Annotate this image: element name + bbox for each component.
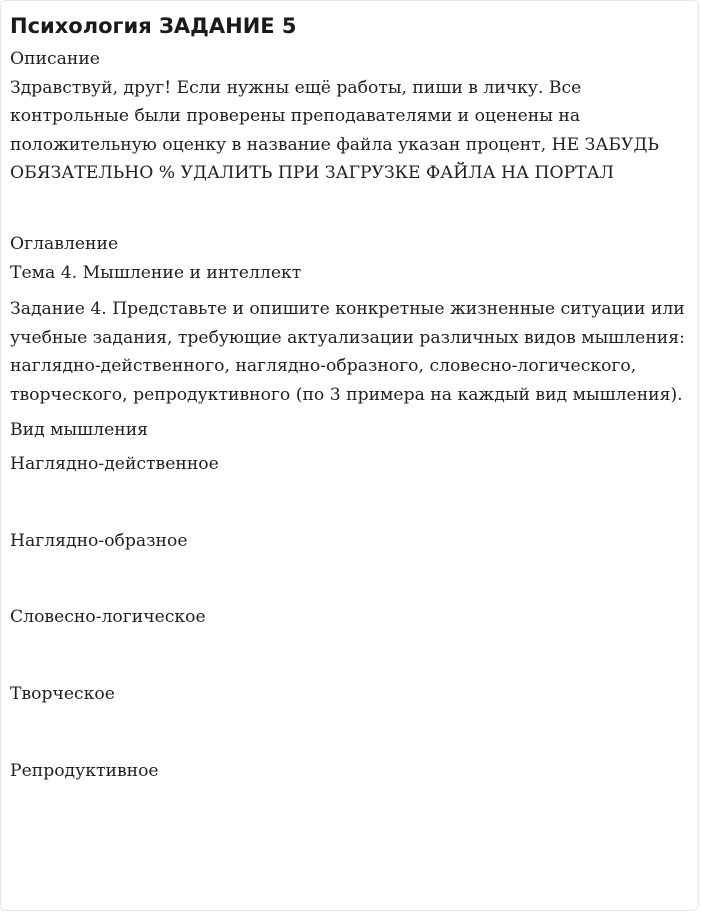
- thinking-type-creative: Творческое: [10, 683, 115, 704]
- thinking-type-visual-image: Наглядно-образное: [10, 530, 188, 551]
- description-label: Описание: [10, 49, 100, 69]
- contents-label: Оглавление: [10, 233, 119, 254]
- task-text: Задание 4. Представьте и опишите конкретные жизненные ситуации или учебные задания, требующие актуализации различных видов мышления: наглядно-действенного, наглядно-образного, словесно-логического, творческого, репродуктивного (по 3 примера на каждый вид мышления).: [10, 299, 685, 405]
- document-content: [10, 11, 694, 785]
- table-header: Вид мышления: [10, 419, 149, 440]
- description-text: Здравствуй, друг! Если нужны ещё работы, пиши в личку. Все контрольные были проверены преподавателями и оценены на положительную оценку в название файла указан процент, НЕ ЗАБУДЬ ОБЯЗАТЕЛЬНО % УДАЛИТЬ ПРИ ЗАГРУЗКЕ ФАЙЛА НА ПОРТАЛ: [10, 77, 659, 184]
- page-title: Психология ЗАДАНИЕ 5: [10, 14, 297, 38]
- topic-heading: Тема 4. Мышление и интеллект: [10, 262, 302, 283]
- thinking-type-reproductive: Репродуктивное: [10, 760, 159, 781]
- thinking-type-visual-action: Наглядно-действенное: [10, 454, 219, 475]
- spacer: [10, 188, 694, 230]
- thinking-type-verbal-logical: Словесно-логическое: [10, 607, 206, 628]
